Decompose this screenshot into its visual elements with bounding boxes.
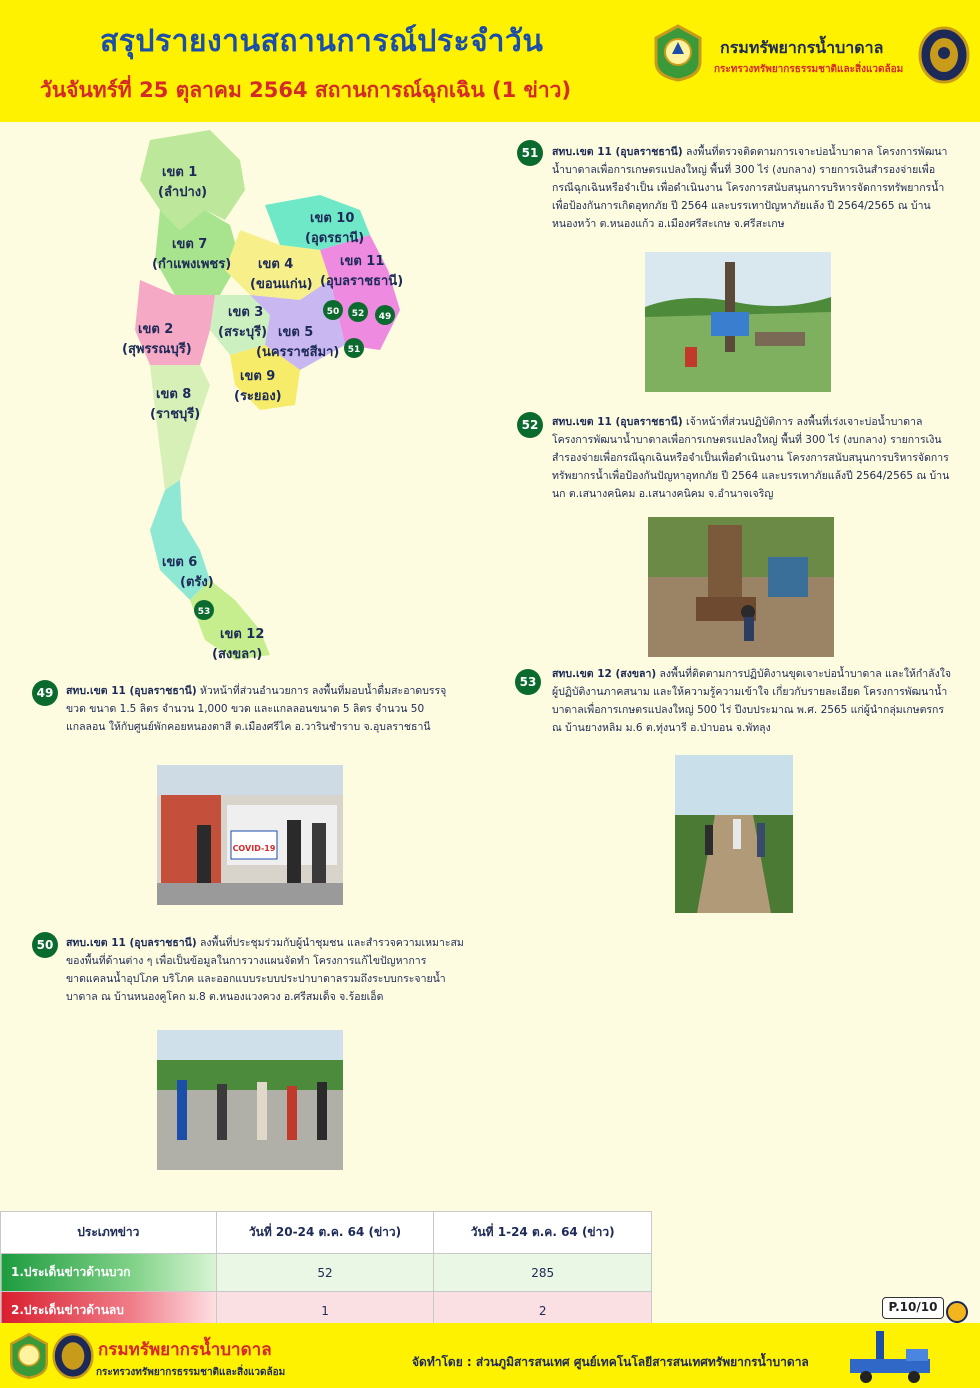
news-item-49 [66,682,466,736]
news-org: สทบ.เขต 11 (อุบลราชธานี) [552,146,683,158]
table-row [1,1254,652,1292]
news-photo-51 [645,252,831,392]
svg-text:เขต 1: เขต 1 [162,165,198,180]
svg-text:(ขอนแก่น): (ขอนแก่น) [250,277,313,292]
header-org-name: กรมทรัพยากรน้ำบาดาล [720,38,884,57]
news-org: สทบ.เขต 11 (อุบลราชธานี) [66,685,197,697]
svg-text:เขต 7: เขต 7 [172,237,208,252]
svg-text:เขต 2: เขต 2 [138,322,174,337]
page-title: สรุปรายงานสถานการณ์ประจำวัน [100,24,544,59]
news-item-53 [552,665,952,737]
page-number: P.10/10 [882,1297,944,1319]
news-text: หัวหน้าที่ส่วนอำนวยการ ลงพื้นที่มอบน้ำดื่มสะอาดบรรจุขวด ขนาด 1.5 ลิตร จำนวน 1,000 ขวด และแกลลอนขนาด 5 ลิตร จำนวน 50 แกลลอน ให้กับศูนย์พักคอยหนองตาสี ต.เมืองศรีไค อ.วารินชำราบ จ.อุบลราชธานี [66,685,447,733]
news-text: ลงพื้นที่ตรวจติดตามการเจาะบ่อน้ำบาดาล โครงการพัฒนาน้ำบาดาลเพื่อการเกษตรแปลงใหญ่ พื้นที่ 300 ไร่ (งบกลาง) รายการเงินสำรองจ่ายเพื่อกรณีฉุกเฉินหรือจำเป็น เพื่อดำเนินงาน โครงการสนับสนุนการบริหารจัดการทรัพยากรน้ำเพื่อป้องกันการเกิดอุทกภัย ปี 2564 และบรรเทาปัญหาภัยแล้ง ปี 2564/2565 ณ บ้านหนองหว้า ต.หนองแก้ว อ.เมืองศรีสะเกษ จ.ศรีสะเกษ [552,146,948,230]
footer-department-seal-icon [8,1331,50,1381]
svg-text:49: 49 [378,312,392,322]
footer-org-name: กรมทรัพยากรน้ำบาดาล [98,1340,272,1360]
footer-ministry-seal-icon [52,1331,94,1381]
svg-text:เขต 5: เขต 5 [278,325,314,340]
svg-text:52: 52 [351,309,365,319]
svg-text:COVID-19: COVID-19 [232,844,276,853]
news-number-badge: 53 [515,669,541,695]
svg-text:(อุดรธานี): (อุดรธานี) [305,231,365,246]
svg-text:เขต 3: เขต 3 [228,305,264,320]
row-value-b: 285 [434,1254,652,1292]
svg-text:(นครราชสีมา): (นครราชสีมา) [256,345,340,360]
svg-text:เขต 8: เขต 8 [156,387,192,402]
news-text: ลงพื้นที่ติดตามการปฏิบัติงานขุดเจาะบ่อน้ำบาดาล และให้กำลังใจผู้ปฏิบัติงานภาคสนาม และให้ความรู้ความเข้าใจ เกี่ยวกับรายละเอียด โครงการพัฒนาน้ำบาดาลเพื่อการเกษตรแปลงใหญ่ 500 ไร่ ปีงบประมาณ พ.ศ. 2565 แก่ผู้นำกลุ่มเกษตรกร ณ บ้านยางหลิม ม.6 ต.ทุ่งนารี อ.ป่าบอน จ.พัทลุง [552,668,951,734]
svg-text:เขต 9: เขต 9 [240,369,276,384]
svg-text:เขต 12: เขต 12 [220,627,265,642]
col-header-type: ประเภทข่าว [1,1212,217,1254]
news-org: สทบ.เขต 12 (สงขลา) [552,668,657,680]
svg-text:เขต 10: เขต 10 [310,211,355,226]
svg-text:(ตรัง): (ตรัง) [180,575,214,590]
row-label-positive: 1.ประเด็นข่าวด้านบวก [1,1254,217,1292]
thailand-map [120,130,420,670]
svg-text:เขต 4: เขต 4 [258,257,294,272]
header-org-sub: กระทรวงทรัพยากรธรรมชาติและสิ่งแวดล้อม [714,64,904,75]
svg-text:(ระยอง): (ระยอง) [234,389,282,404]
news-item-52 [552,413,952,503]
row-value-a: 52 [216,1254,434,1292]
svg-text:53: 53 [197,607,211,617]
news-number-badge: 51 [517,140,543,166]
svg-text:(ลำปาง): (ลำปาง) [158,185,208,200]
row-value-b: 2 [434,1292,652,1330]
row-value-a: 1 [216,1292,434,1330]
news-photo-53 [675,755,793,913]
row-label-negative: 2.ประเด็นข่าวด้านลบ [1,1292,217,1330]
news-number-badge: 52 [517,412,543,438]
map-marker-50[interactable] [323,300,343,320]
map-marker-53[interactable] [194,600,214,620]
zone-7-region [155,210,240,295]
svg-text:(สระบุรี): (สระบุรี) [218,325,268,340]
news-org: สทบ.เขต 11 (อุบลราชธานี) [66,937,197,949]
map-marker-49[interactable] [375,305,395,325]
drilling-truck-icon [846,1329,936,1385]
news-photo-49 [157,765,343,905]
news-photo-50 [157,1030,343,1170]
svg-text:(อุบลราชธานี): (อุบลราชธานี) [320,274,404,289]
svg-text:(ราชบุรี): (ราชบุรี) [150,407,201,422]
summary-header-row [1,1212,652,1254]
news-org: สทบ.เขต 11 (อุบลราชธานี) [552,416,683,428]
summary-table [0,1211,652,1330]
news-number-badge: 50 [32,932,58,958]
news-item-50 [66,934,466,1006]
map-marker-51[interactable] [344,338,364,358]
footer-org-sub: กระทรวงทรัพยากรธรรมชาติและสิ่งแวดล้อม [96,1367,286,1378]
department-seal-icon [652,24,704,82]
page-subtitle: วันจันทร์ที่ 25 ตุลาคม 2564 สถานการณ์ฉุกเฉิน (1 ข่าว) [40,78,572,102]
svg-text:50: 50 [326,307,340,317]
footer-bar [0,1323,980,1388]
zone-8-region [150,365,210,490]
svg-text:(กำแพงเพชร): (กำแพงเพชร) [152,257,232,272]
footer-made-by: จัดทำโดย : ส่วนภูมิสารสนเทศ ศูนย์เทคโนโลยีสารสนเทศทรัพยากรน้ำบาดาล [412,1355,809,1369]
header-bar [0,0,980,122]
map-marker-52[interactable] [348,302,368,322]
news-number-badge: 49 [32,680,58,706]
zone-1-region [140,130,245,230]
ministry-seal-icon [918,26,970,84]
news-photo-52 [648,517,834,657]
svg-text:เขต 11: เขต 11 [340,254,385,269]
svg-text:เขต 6: เขต 6 [162,555,198,570]
news-text: เจ้าหน้าที่ส่วนปฏิบัติการ ลงพื้นที่เร่งเจาะบ่อน้ำบาดาล โครงการพัฒนาน้ำบาดาลเพื่อการเกษตรแปลงใหญ่ พื้นที่ 300 ไร่ (งบกลาง) รายการเงินสำรองจ่ายเพื่อกรณีฉุกเฉินหรือจำเป็นเพื่อดำเนินงาน โครงการสนับสนุนการบริหารจัดการทรัพยากรน้ำเพื่อป้องกันปัญหาอุทกภัย ปี 2564 และบรรเทาภัยแล้งปี 2564/2565 ณ บ้านนก ต.เสนางคนิคม อ.เสนางคนิคม จ.อำนาจเจริญ [552,416,950,500]
news-text: ลงพื้นที่ประชุมร่วมกับผู้นำชุมชน และสำรวจความเหมาะสมของพื้นที่ด้านต่าง ๆ เพื่อเป็นข้อมูลในการวางแผนจัดทำ โครงการแก้ไขปัญหาการขาดแคลนน้ำอุปโภค บริโภค และออกแบบระบบประปาบาดาลรวมถึงระบบกระจายน้ำบาดาล ณ บ้านหนองคูโคก ม.8 ต.หนองแวงควง อ.ศรีสมเด็จ จ.ร้อยเอ็ด [66,937,464,1003]
col-header-range-b: วันที่ 1-24 ต.ค. 64 (ข่าว) [434,1212,652,1254]
svg-text:51: 51 [347,345,361,355]
svg-text:(สงขลา): (สงขลา) [212,647,263,662]
col-header-range-a: วันที่ 20-24 ต.ค. 64 (ข่าว) [216,1212,434,1254]
svg-text:(สุพรรณบุรี): (สุพรรณบุรี) [122,342,192,357]
news-item-51 [552,143,952,233]
